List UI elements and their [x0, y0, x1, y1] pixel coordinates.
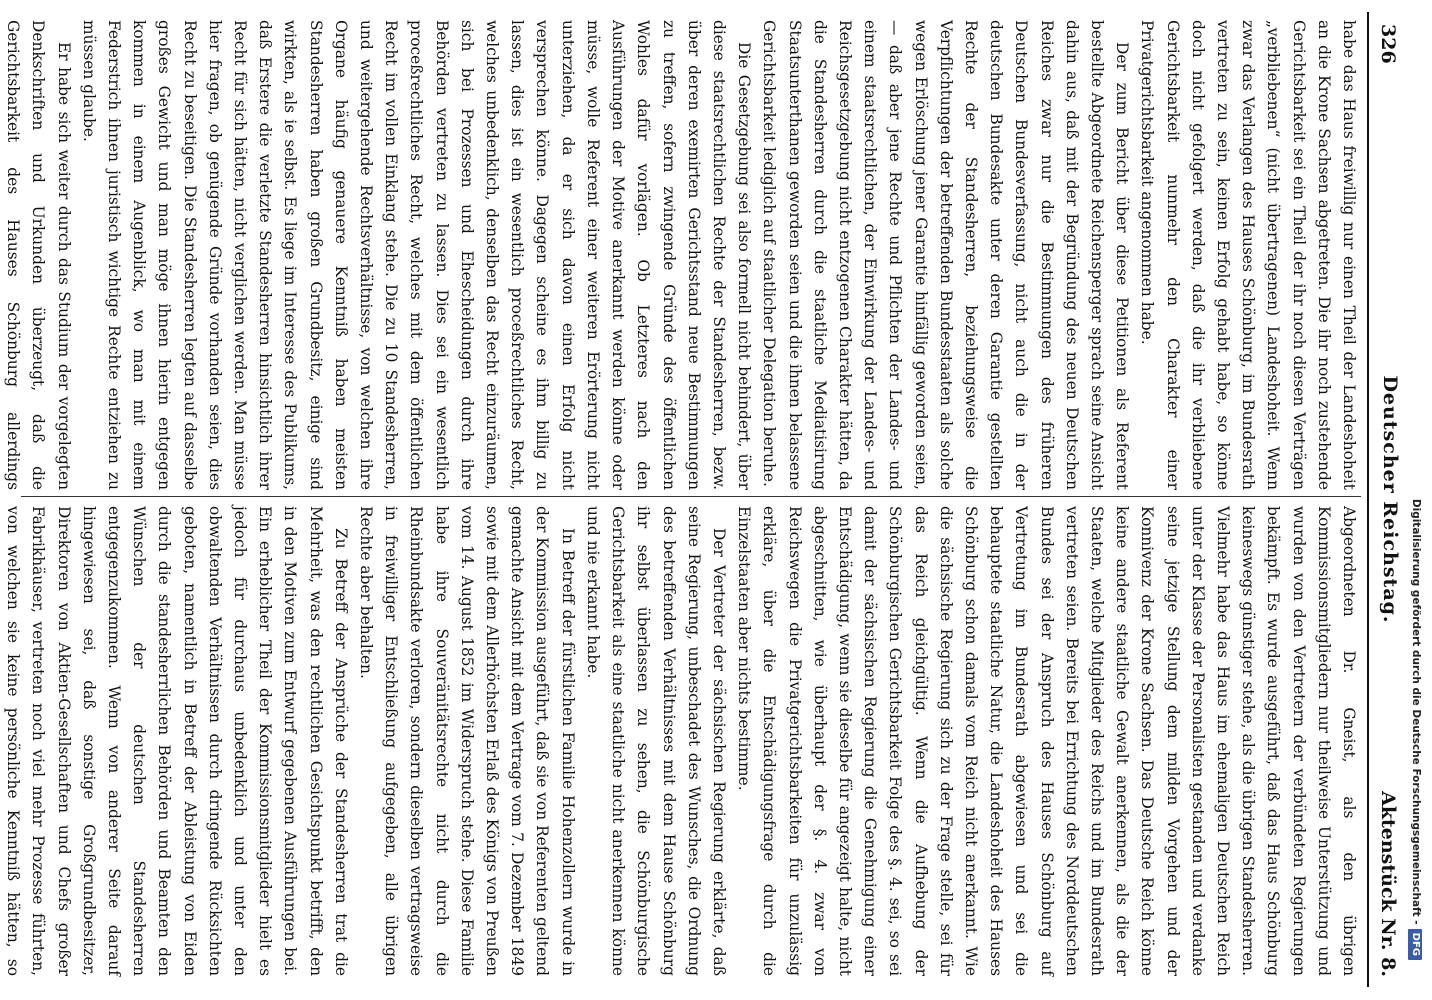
left-column [4, 20, 1361, 490]
column-divider [21, 496, 1361, 497]
document-page [4, 12, 1405, 987]
page-number: 326 [1377, 24, 1399, 64]
left-paragraph-3: Die Gesetzgebung sei also formell nicht behindert, über diese staatsrechtlichen Rechte der Standesherren, bezw. über deren exemirten Gerichtsstand neue Bestimmungen zu treffen, sofern zwingende Gründe des öffentlichen Wohles dafür vorlägen. Ob Letzteres nach den Ausführungen der Motive anerkannt werden könne oder müsse, wolle Referent einer weiteren Erörterung nicht unterziehen, da er sich davon einen Erfolg nicht versprechen könne. Dagegen scheine es ihm billig zu lassen, dies ist ein wesentlich proceßrechtliches Recht, welches unbedenklich, denselben das Recht einzuräumen, sich bei Prozessen und Ehescheidungen durch ihre Behörden vertreten zu lassen. Dies sei ein wesentlich proceßrechtliches Recht, welches mit dem öffentlichen Recht im vollen Einklang stehe. Die zu 10 Standesherren, und weitergehende Rechtsverhältnisse, von welchen ihre Organe häufig genauere Kenntniß haben meisten Standesherren haben großen Grundbesitz, einige sind wirkten, als ie selbst. Es liege im Interesse des Publikums, daß Erstere die verletzte Standesherren hinsichtlich ihrer Recht für sich hätten, nicht verglichen werden. Man müsse hier fragen, ob genügende Gründe vorhanden seien, dies Recht zu beseitigen. Die Standesherren legten auf dasselbe großes Gewicht und man möge ihnen hierin entgegen kommen in einem Augenblick, wo man mit einem Federstrich ihnen juristisch wichtige Rechte entziehen zu müssen glaube. [79, 20, 754, 490]
digitization-text: Digitalisierung gefördert durch die Deutsche Forschungsgemeinschaft - [1410, 498, 1422, 925]
right-paragraph-4: Zu Betreff der Ansprüche der Standesherren trat die Mehrheit, was den rechtlichen Gesichtspunkt betrifft, den in den Motiven zum Entwurf gegebenen Ausführungen bei. Ein erheblicher Theil der Kommissionsmitglieder hielt es jedoch für durchaus unbedenklich und unter den obwaltenden Verhältnissen durch dringende Rücksichten geboten, namentlich in Betreff der Ableistung von Eiden durch die standesherrlichen Behörden und Beamten den Wünschen der deutschen Standesherren entgegenzukommen. Wenn von anderer Seite darauf hingewiesen sei, daß sonstige Großgrundbesitzer, Direktoren von Aktien-Gesellschaften und Chefs großer Fabrikhäuser, vertreten noch viel mehr Prozesse führten, von welchen sie keine persönliche Kenntniß hätten, so [4, 506, 350, 976]
right-paragraph-3: In Betreff der fürstlichen Familie Hohenzollern wurde in der Kommission ausgeführt, daß sie von Referenten geltend gemachte Ansicht mit dem Vertrage vom 7. Dezember 1849 sowie mit dem Allerhöchsten Erlaß des Königs von Preußen vom 14. August 1852 im Widerspruch stehe. Diese Familie habe ihre Souveränitätsrechte nicht durch die Rheinbundsakte verloren, sondern dieselben vertragsweise in freiwilliger Entschließung aufgegeben, alle übrigen Rechte aber behalten. [357, 506, 577, 976]
right-column [4, 506, 1361, 976]
dfg-logo: DFG [1408, 929, 1422, 960]
right-paragraph-1: Abgeordneten Dr. Gneist, als den übrigen Kommissionsmitgliedern nur theilweise Unterstützung und wurden von den Vertretern der verbündeten Regierungen bekämpft. Es wurde ausgeführt, daß das Haus Schönburg keineswegs günstiger stehe, als die übrigen Standesherren. Vielmehr habe das Haus im ehemaligen Deutschen Reich unter der Klasse der Personalisten gestanden und verdanke seine jetzige Stellung dem milden Vorgehen und der Konnivenz der Krone Sachsen. Das Deutsche Reich könne keine andere staatliche Gewalt anerkennen, als die der Staaten, welche Mitglieder des Reichs und im Bundesrath vertreten seien. Bereits bei Errichtung des Norddeutschen Bundes sei der Anspruch des Hauses Schönburg auf Vertretung im Bundesrath abgewiesen und sei die behauptete staatliche Natur, die Landeshoheit des Hauses Schönburg schon damals vom Reich nicht anerkannt. Wie die sächsische Regierung sich zu der Frage stelle, sei für das Reich gleichgültig. Wenn die Aufhebung der Schönburgischen Gerichtsbarkeit Folge des §. 4. sei, so sei damit der sächsischen Regierung die Genehmigung einer Entschädigung, wenn sie dieselbe für angezeigt halte, nicht abgeschnitten, wie überhaupt der §. 4. zwar von Reichswegen die Privatgerichtsbarkeiten für unzulässig erkläre, über die Entschädigungsfrage durch die Einzelstaaten aber nichts bestimme. [735, 506, 1358, 976]
digitization-notice [1412, 40, 1432, 960]
text-columns [4, 12, 1361, 987]
right-paragraph-2: Der Vertreter der sächsischen Regierung erklärte, daß seine Regierung, unbeschadet des Wunsches, die Ordnung des betreffenden Verhältnisses mit dem Hause Schönburg ihr selbst überlassen zu sehen, die Schönburgische Gerichtsbarkeit als eine staatliche nicht anerkennen könne und nie erkannt habe. [583, 506, 728, 976]
document-number: Aktenstück Nr. 8. [1377, 791, 1399, 977]
left-paragraph-1: habe das Haus freiwillig nur einen Theil der Landeshoheit an die Krone Sachsen abgetreten. Die ihr noch zustehende Gerichtsbarkeit sei ein Theil der ihr noch diesen Verträgen „verbliebenen“ (nicht übertragenen) Landeshoheit. Wenn zwar das Verlangen des Hauses Schönburg, im Bundesrath vertreten zu sein, keinen Erfolg gehabt habe, so könne doch nicht gefolgert werden, daß die ihr verbliebene Gerichtsbarkeit nunmehr den Charakter einer Privatgerichtsbarkeit angenommen habe. [1138, 20, 1358, 490]
left-paragraph-4: Er habe sich weiter durch das Studium der vorgelegten Denkschriften und Urkunden überzeugt, daß die Gerichtsbarkeit des Hauses Schönburg allerdings [4, 20, 73, 490]
page-title: Deutscher Reichstag. [1379, 375, 1401, 624]
header-rule [1367, 12, 1369, 987]
running-head [1371, 12, 1405, 987]
left-paragraph-2: Der zum Bericht über diese Petitionen als Referent bestellte Abgeordnete Reichensperger sprach seine Ansicht dahin aus, daß mit der Begründung des neuen Deutschen Reiches zwar nur die Bestimmungen des früheren Deutschen Bundesverfassung, nicht auch die in der deutschen Bundesakte unter deren Garantie gestellten Rechte der Standesherren, beziehungsweise die Verpflichtungen der betreffenden Bundesstaaten als solche wegen Erlöschung jener Garantie hinfällig geworden seien, — daß aber jene Rechte und Pflichten der Landes- und einem staatsrechtlichen, der Einwirkung der Landes- und Reichsgesetzgebung nicht entzogenen Charakter hätten, da die Standesherren durch die staatliche Mediatisirung Staatsunterthanen geworden seien und die ihnen belassene Gerichtsbarkeit lediglich auf staatlicher Delegation beruhe. [760, 20, 1132, 490]
